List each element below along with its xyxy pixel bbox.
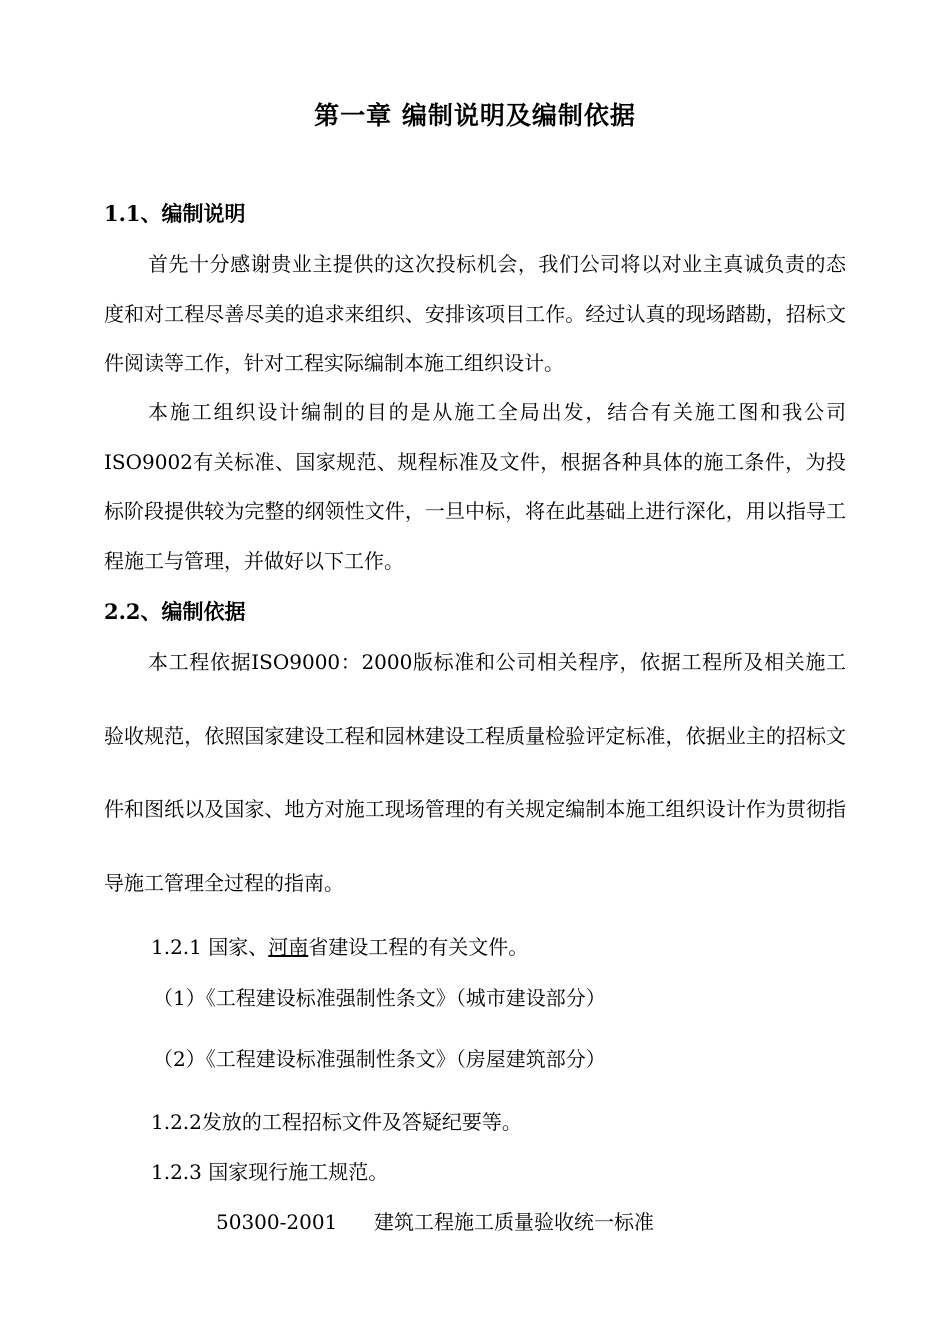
paragraph: 本工程依据ISO9000：2000版标准和公司相关程序，依据工程所及相关施工验收规范，依照国家建设工程和园林建设工程质量检验评定标准，依据业主的招标文件和图纸以及国家、地方对施工现场管理的有关规定编制本施工组织设计作为贯彻指导施工管理全过程的指南。	[104, 650, 846, 895]
list-item-text: 省建设工程的有关文件。	[308, 935, 529, 959]
standard-entry	[216, 1206, 654, 1238]
list-subitem: （1）《工程建设标准强制性条文》（城市建设部分）	[153, 986, 606, 1010]
underlined-text: 河南	[268, 935, 309, 959]
chapter-title: 第一章 编制说明及编制依据	[314, 101, 636, 130]
paragraph: 首先十分感谢贵业主提供的这次投标机会，我们公司将以对业主真诚负责的态度和对工程尽善尽美的追求来组织、安排该项目工作。经过认真的现场踏勘，招标文件阅读等工作，针对工程实际编制本施工组织设计。	[104, 252, 846, 376]
list-item: 1.2.3 国家现行施工规范。	[151, 1160, 389, 1184]
section-heading-2-2: 2.2、编制依据	[104, 599, 246, 624]
list-subitem: （2）《工程建设标准强制性条文》（房屋建筑部分）	[153, 1047, 606, 1071]
paragraph: 本施工组织设计编制的目的是从施工全局出发，结合有关施工图和我公司ISO9002有关标准、国家规范、规程标准及文件，根据各种具体的施工条件，为投标阶段提供较为完整的纲领性文件，一旦中标，将在此基础上进行深化，用以指导工程施工与管理，并做好以下工作。	[104, 400, 846, 574]
standard-code: 50300-2001	[216, 1210, 338, 1234]
standard-name: 建筑工程施工质量验收统一标准	[374, 1210, 654, 1234]
list-item	[151, 931, 528, 963]
section-heading-1-1: 1.1、编制说明	[104, 201, 246, 226]
list-item: 1.2.2发放的工程招标文件及答疑纪要等。	[151, 1110, 522, 1134]
list-item-text: 1.2.1 国家、	[151, 935, 269, 959]
